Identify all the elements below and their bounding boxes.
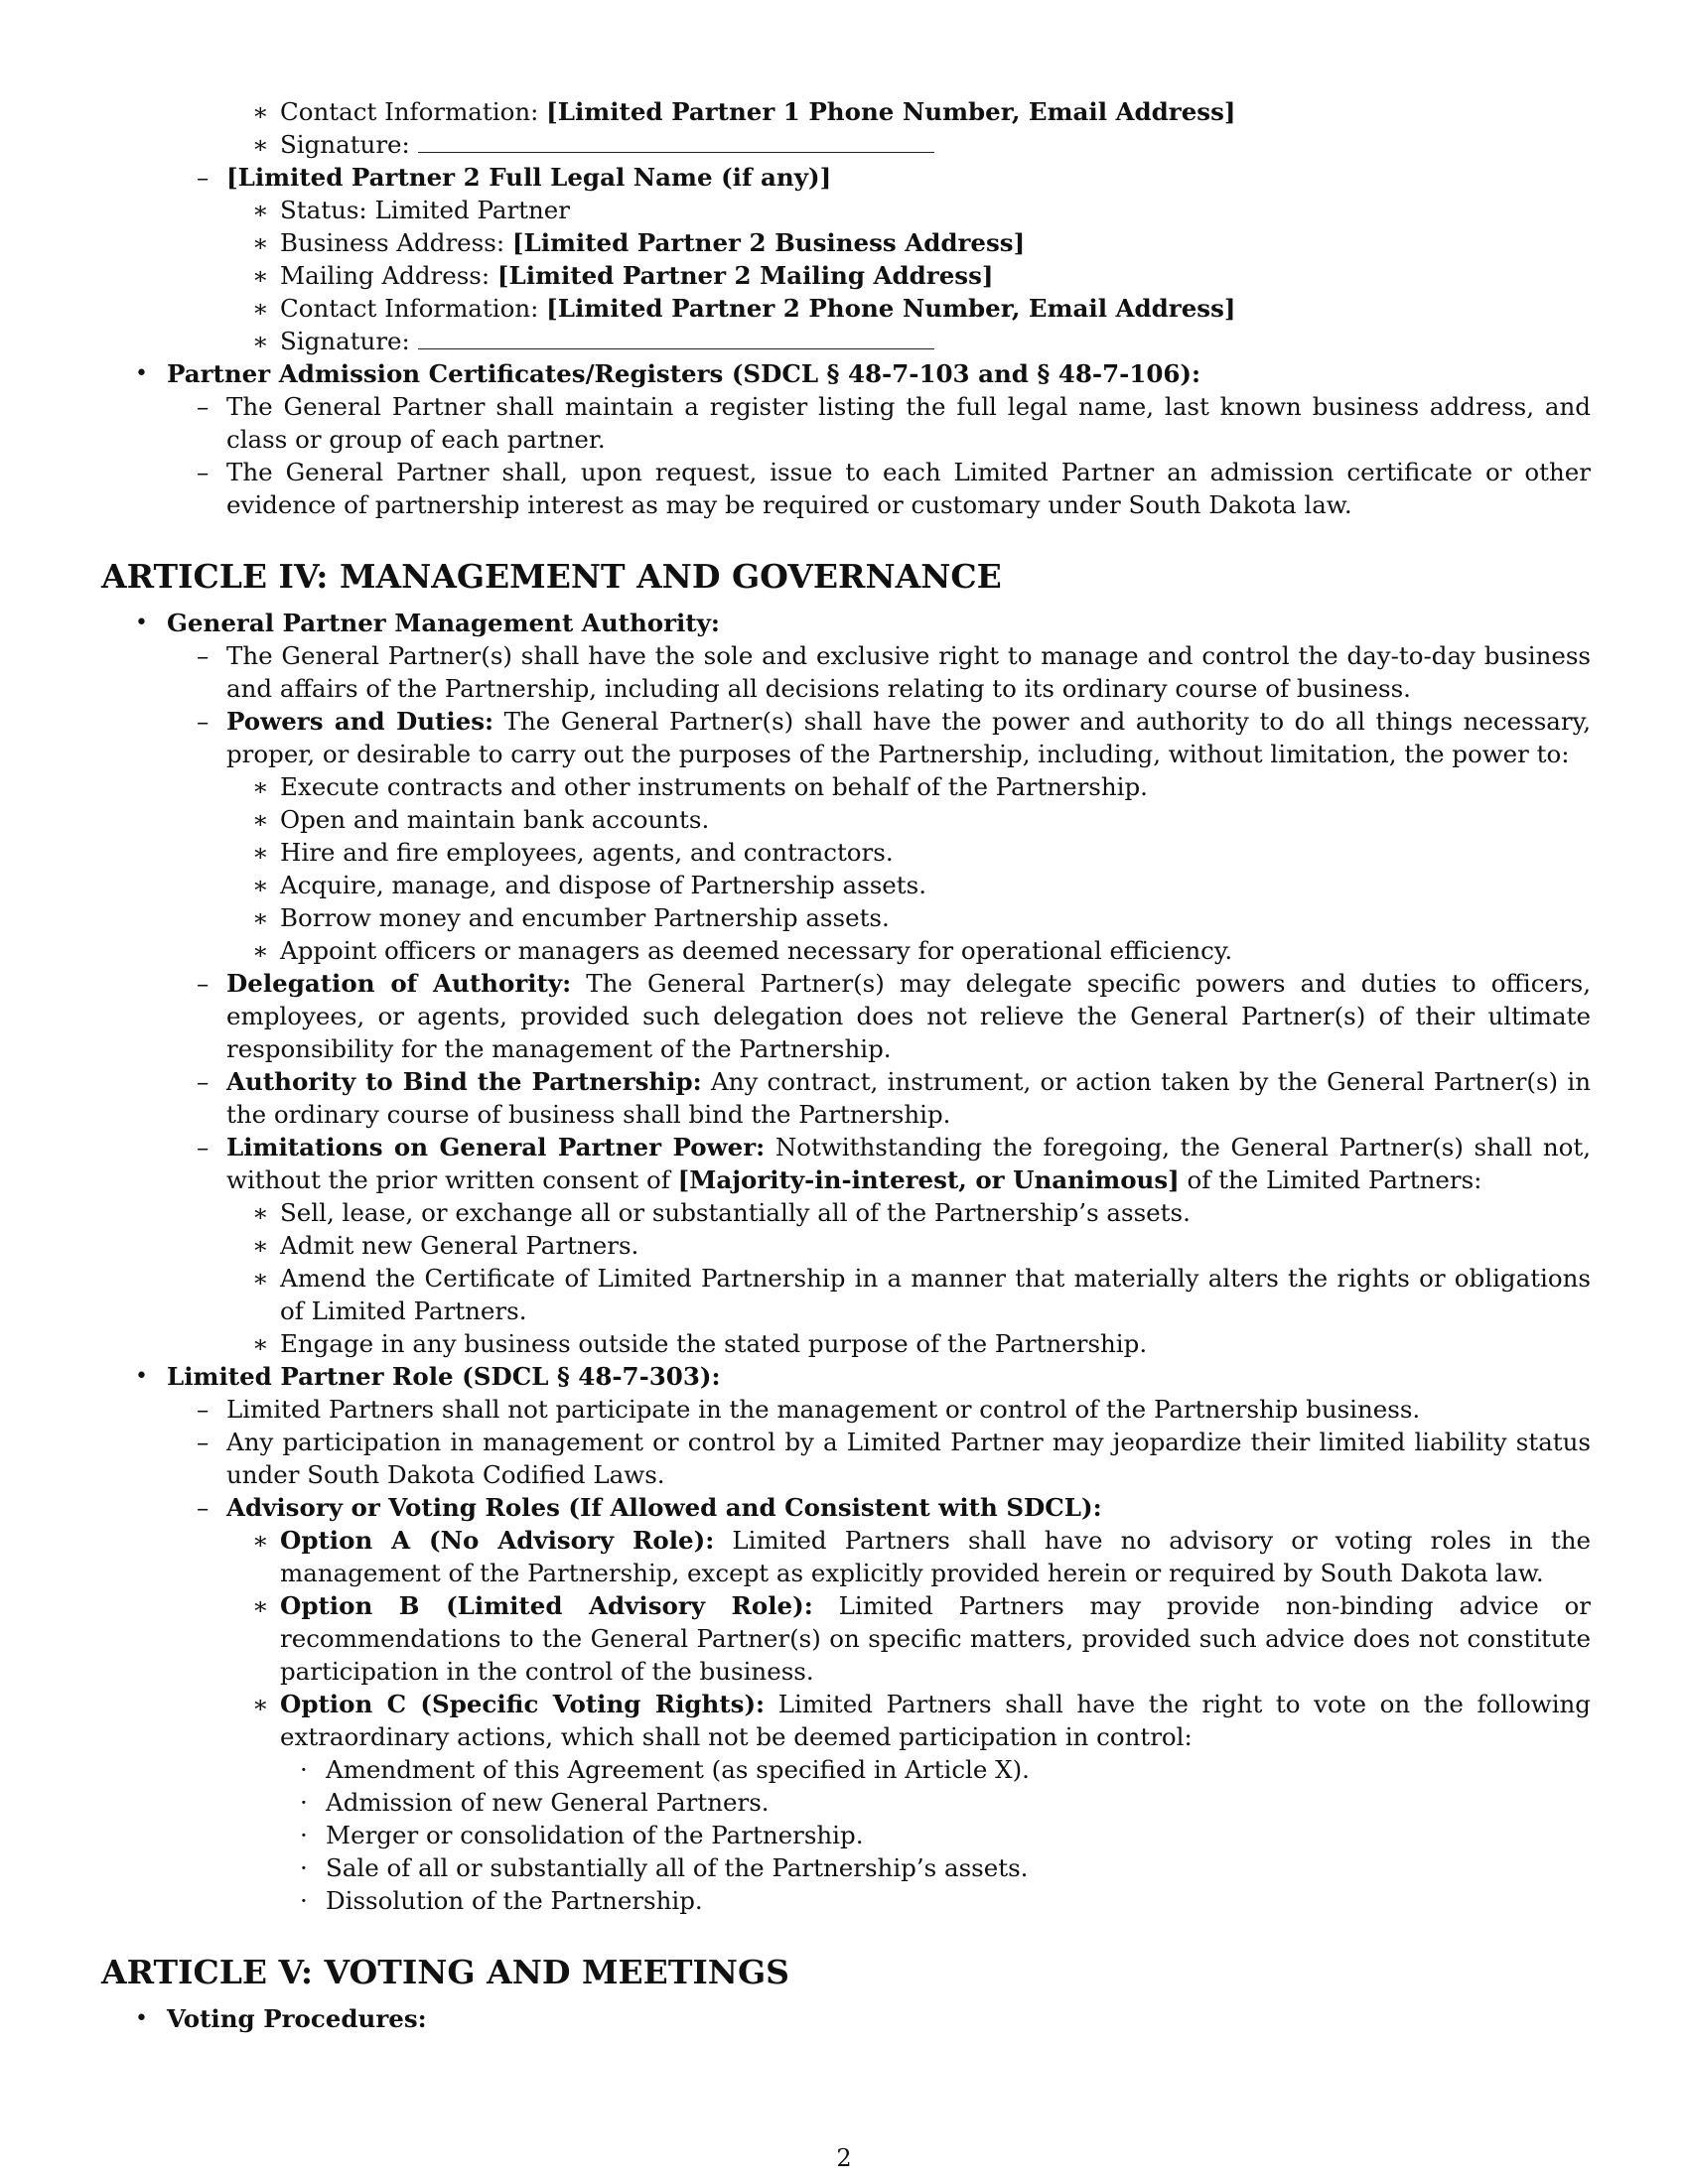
powers-item: ∗ Borrow money and encumber Partnership assets. [252,903,890,932]
powers-item: ∗ Acquire, manage, and dispose of Partnership assets. [252,871,926,899]
asterisk-bullet-icon: ∗ [252,130,269,159]
signature-line [418,128,934,153]
asterisk-bullet-icon: ∗ [252,1198,269,1227]
document-page [101,95,1591,2035]
lp1-contact: ∗ Contact Information: [Limited Partner 1 Phone Number, Email Address] [252,97,1236,126]
dot-bullet-icon: · [300,1755,308,1784]
dash-bullet-icon: – [197,707,210,736]
lp-role-heading: • Limited Partner Role (SDCL § 48-7-303): [135,1362,721,1391]
asterisk-bullet-icon: ∗ [252,1264,269,1293]
asterisk-bullet-icon: ∗ [252,261,269,290]
dash-bullet-icon: – [197,392,210,421]
dash-bullet-icon: – [197,1428,210,1456]
asterisk-bullet-icon: ∗ [252,871,269,899]
powers-item: ∗ Execute contracts and other instruments on behalf of the Partnership. [252,772,1148,801]
powers-and-duties: – Powers and Duties: The General Partner(s) shall have the power and authority to do all things necessary, proper, or desirable to carry out the purposes of the Partnership, including, without limitation, the power to: [197,707,1591,768]
asterisk-bullet-icon: ∗ [252,228,269,257]
advisory-heading: – Advisory or Voting Roles (If Allowed and Consistent with SDCL): [197,1493,1102,1522]
registers-heading: • Partner Admission Certificates/Registers (SDCL § 48-7-103 and § 48-7-106): [135,359,1201,388]
registers-item: – The General Partner shall maintain a register listing the full legal name, last known business address, and class or group of each partner. [197,392,1591,454]
asterisk-bullet-icon: ∗ [252,805,269,834]
lp2-mailing-address: ∗ Mailing Address: [Limited Partner 2 Mailing Address] [252,261,994,290]
dot-bullet-icon: · [300,1886,308,1915]
round-bullet-icon: • [135,1364,148,1389]
dot-bullet-icon: · [300,1788,308,1817]
dash-bullet-icon: – [197,1067,210,1096]
asterisk-bullet-icon: ∗ [252,196,269,224]
asterisk-bullet-icon: ∗ [252,1231,269,1260]
dash-bullet-icon: – [197,641,210,670]
option-c-item: · Merger or consolidation of the Partnership. [300,1821,864,1849]
lp-role-item: – Limited Partners shall not participate in the management or control of the Partnership business. [197,1395,1421,1424]
lp2-name: – [Limited Partner 2 Full Legal Name (if any)] [197,163,832,192]
option-c-item: · Sale of all or substantially all of the Partnership’s assets. [300,1853,1029,1882]
limits-item: ∗ Engage in any business outside the stated purpose of the Partnership. [252,1329,1148,1358]
round-bullet-icon: • [135,361,148,386]
delegation-of-authority: – Delegation of Authority: The General Partner(s) may delegate specific powers and duties to officers, employees, or agents, provided such delegation does not relieve the General Partner(s) of their ultimate responsibility for the management of the Partnership. [197,969,1591,1063]
lp2-contact: ∗ Contact Information: [Limited Partner 2 Phone Number, Email Address] [252,294,1236,323]
dot-bullet-icon: · [300,1853,308,1882]
limitations-on-gp-power: – Limitations on General Partner Power: Notwithstanding the foregoing, the General Partner(s) shall not, without the prior written consent of [Majority-in-interest, or Unanimous] of the Limited Partners: [197,1133,1591,1194]
option-c: ∗ Option C (Specific Voting Rights): Limited Partners shall have the right to vote on the following extraordinary actions, which shall not be deemed participation in control: [252,1690,1591,1751]
asterisk-bullet-icon: ∗ [252,1591,269,1620]
round-bullet-icon: • [135,2006,148,2031]
lp2-business-address: ∗ Business Address: [Limited Partner 2 Business Address] [252,228,1026,257]
gp-management-heading: • General Partner Management Authority: [135,609,720,637]
lp1-signature: ∗ Signature: [101,128,1591,161]
limits-item: ∗ Admit new General Partners. [252,1231,639,1260]
lp2-signature: ∗ Signature: [101,325,1591,357]
asterisk-bullet-icon: ∗ [252,294,269,323]
lp-role-item: – Any participation in management or control by a Limited Partner may jeopardize their limited liability status under South Dakota Codified Laws. [197,1428,1591,1489]
powers-item: ∗ Hire and fire employees, agents, and contractors. [252,838,894,867]
dash-bullet-icon: – [197,163,210,192]
dash-bullet-icon: – [197,1395,210,1424]
option-c-item: · Amendment of this Agreement (as specified in Article X). [300,1755,1030,1784]
asterisk-bullet-icon: ∗ [252,1329,269,1358]
option-c-item: · Admission of new General Partners. [300,1788,770,1817]
asterisk-bullet-icon: ∗ [252,772,269,801]
dash-bullet-icon: – [197,458,210,486]
asterisk-bullet-icon: ∗ [252,327,269,355]
round-bullet-icon: • [135,611,148,635]
page-number: 2 [836,2144,852,2172]
authority-to-bind: – Authority to Bind the Partnership: Any contract, instrument, or action taken by the General Partner(s) in the ordinary course of business shall bind the Partnership. [197,1067,1591,1129]
article-v-title: ARTICLE V: VOTING AND MEETINGS [101,1953,789,1991]
gp-management-text: – The General Partner(s) shall have the sole and exclusive right to manage and control the day-to-day business and affairs of the Partnership, including all decisions relating to its ordinary course of business. [197,641,1591,703]
limits-item: ∗ Sell, lease, or exchange all or substantially all of the Partnership’s assets. [252,1198,1191,1227]
asterisk-bullet-icon: ∗ [252,1526,269,1555]
voting-procedures-heading: • Voting Procedures: [135,2004,427,2033]
asterisk-bullet-icon: ∗ [252,838,269,867]
option-b: ∗ Option B (Limited Advisory Role): Limited Partners may provide non-binding advice or recommendations to the General Partner(s) on specific matters, provided such advice does not constitute participation in the control of the business. [252,1591,1591,1686]
article-iv-title: ARTICLE IV: MANAGEMENT AND GOVERNANCE [101,557,1002,596]
dash-bullet-icon: – [197,1493,210,1522]
limits-item: ∗ Amend the Certificate of Limited Partnership in a manner that materially alters the rights or obligations of Limited Partners. [252,1264,1591,1325]
dot-bullet-icon: · [300,1821,308,1849]
lp2-status: ∗ Status: Limited Partner [252,196,571,224]
option-a: ∗ Option A (No Advisory Role): Limited Partners shall have no advisory or voting roles in the management of the Partnership, except as explicitly provided herein or required by South Dakota law. [252,1526,1592,1587]
signature-line [418,325,934,349]
dash-bullet-icon: – [197,969,210,998]
dash-bullet-icon: – [197,1133,210,1161]
powers-item: ∗ Appoint officers or managers as deemed necessary for operational efficiency. [252,936,1233,965]
asterisk-bullet-icon: ∗ [252,936,269,965]
asterisk-bullet-icon: ∗ [252,903,269,932]
option-c-item: · Dissolution of the Partnership. [300,1886,703,1915]
asterisk-bullet-icon: ∗ [252,97,269,126]
powers-item: ∗ Open and maintain bank accounts. [252,805,710,834]
asterisk-bullet-icon: ∗ [252,1690,269,1718]
registers-item: – The General Partner shall, upon request, issue to each Limited Partner an admission certificate or other evidence of partnership interest as may be required or customary under South Dakota law. [197,458,1591,519]
